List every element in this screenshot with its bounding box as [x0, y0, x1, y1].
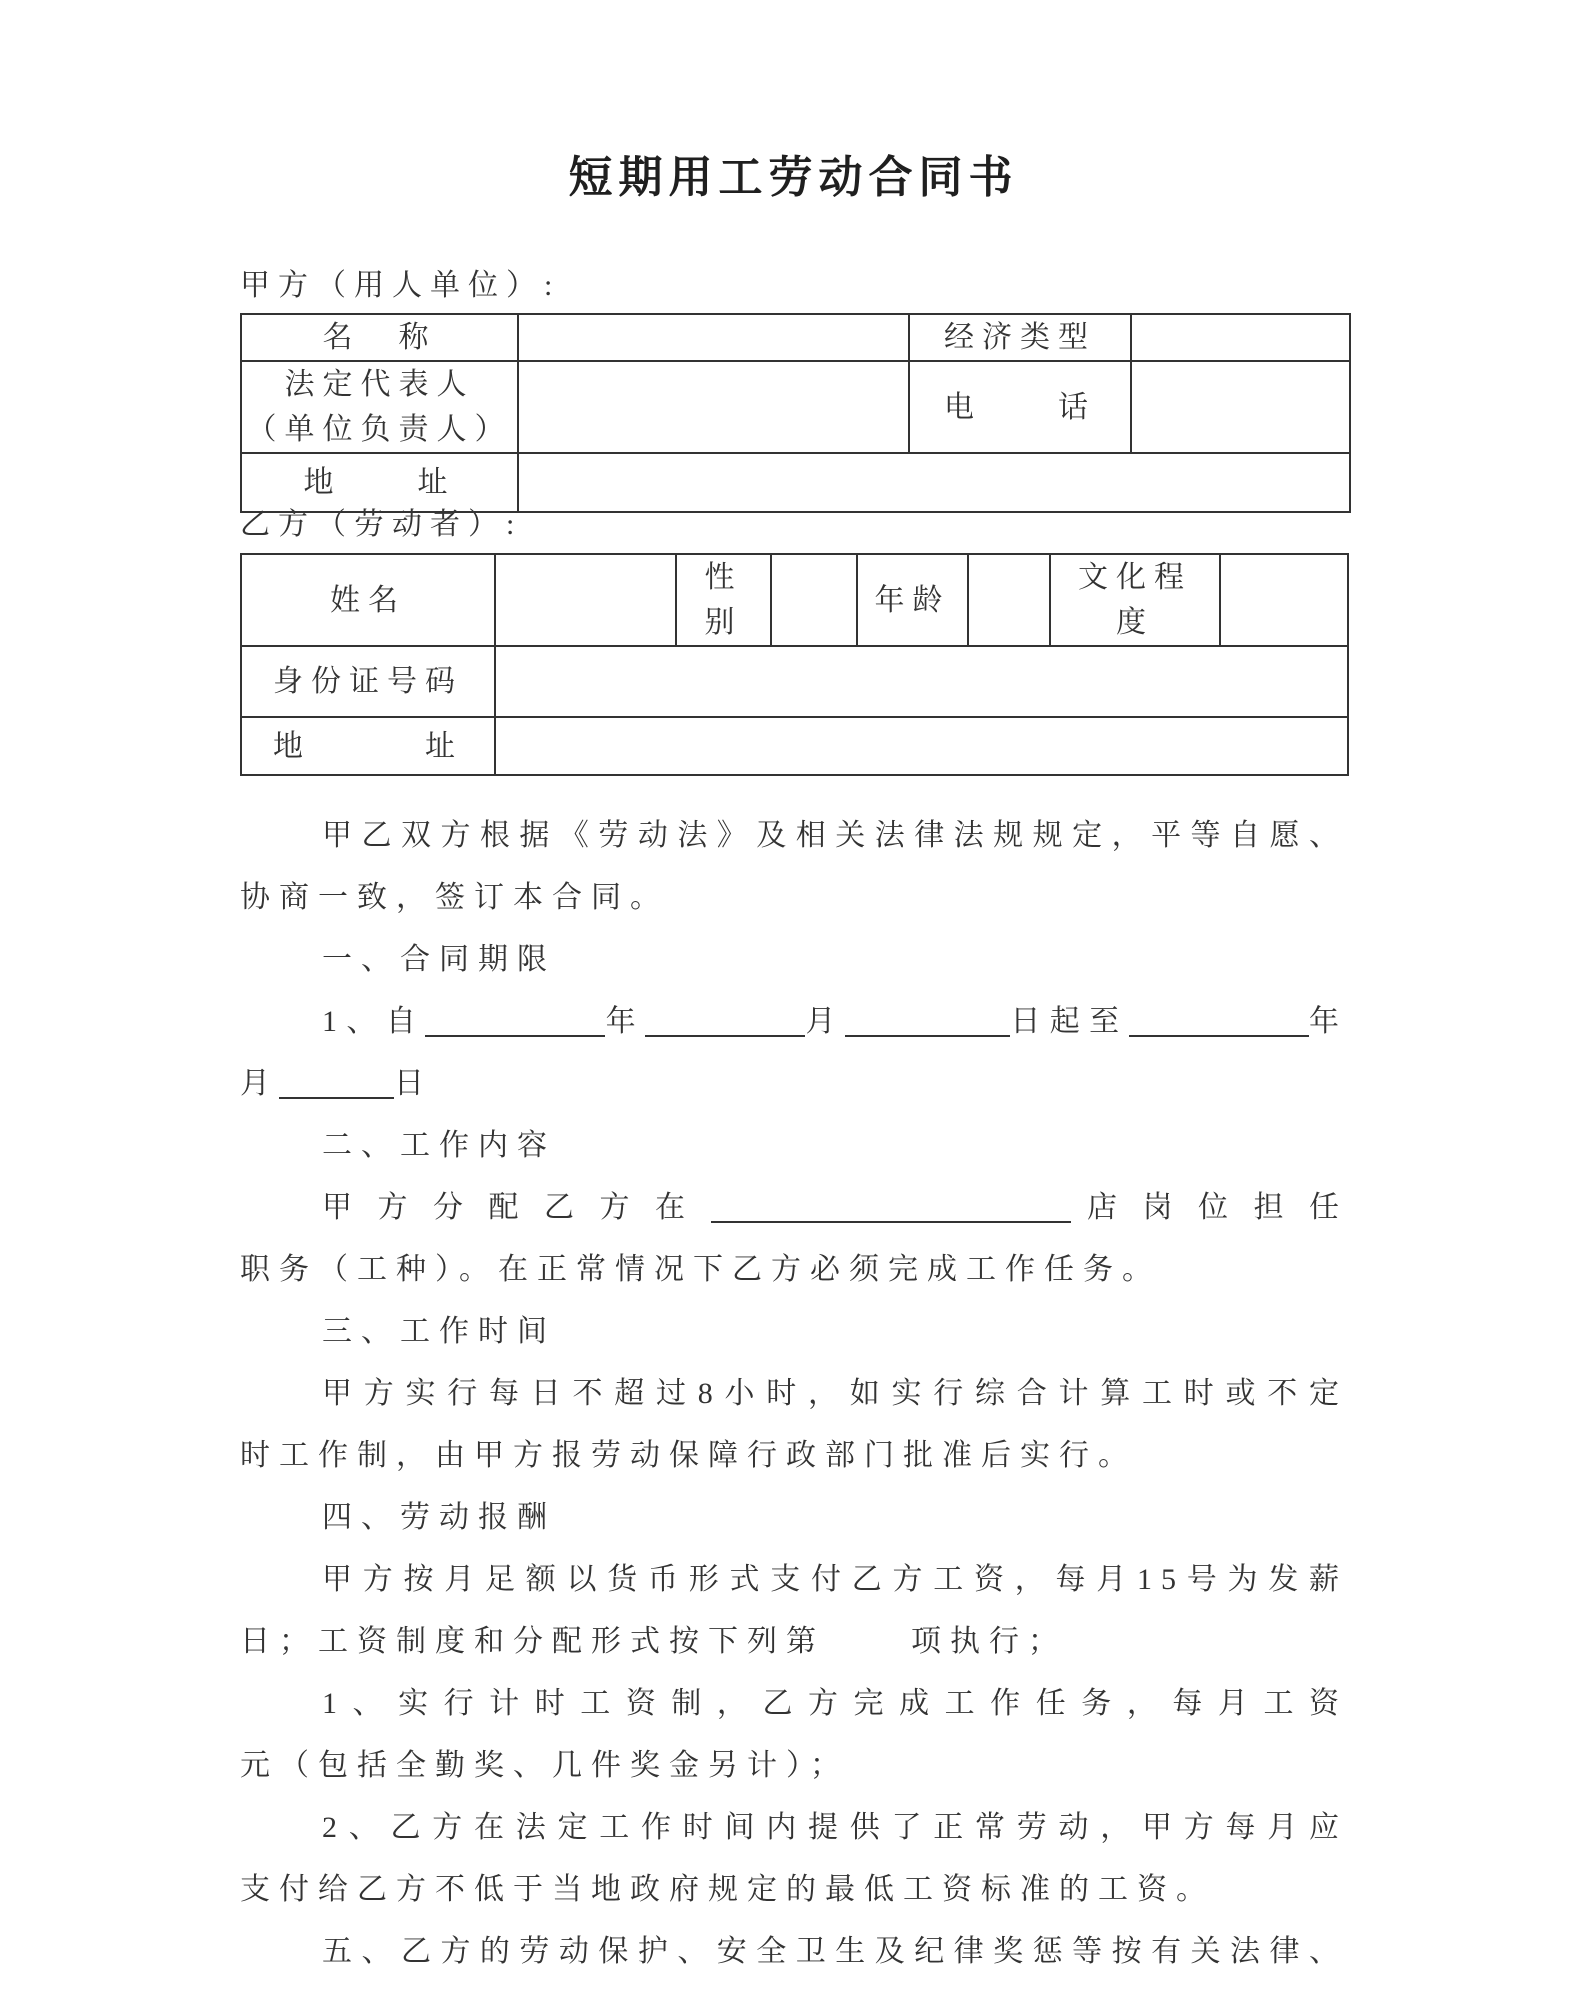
text-segment: 时工作制，由甲方报劳动保障行政部门批准后实行。 — [240, 1439, 1137, 1472]
age-value-cell[interactable] — [968, 554, 1050, 646]
contract-line — [240, 1673, 1348, 1735]
text-segment: 甲乙双方根据《劳动法》及相关法律法规规定，平等自愿、 — [322, 819, 1348, 852]
text-segment: 二、工作内容 — [322, 1129, 556, 1162]
table-row — [241, 314, 1350, 361]
economic-type-value-cell[interactable] — [1131, 314, 1350, 361]
company-name-value-cell[interactable] — [518, 314, 909, 361]
contract-line — [240, 929, 1348, 991]
table-row — [241, 717, 1348, 775]
blank-field[interactable] — [645, 1005, 805, 1037]
contract-line — [240, 867, 1348, 929]
blank-field[interactable] — [1129, 1005, 1309, 1037]
text-segment: 协商一致，签订本合同。 — [240, 881, 669, 914]
text-segment: 一、合同期限 — [322, 943, 556, 976]
economic-type-label: 经济类型 — [909, 314, 1131, 361]
party-b-label: 乙方（劳动者）: — [240, 508, 523, 541]
text-segment: 支付给乙方不低于当地政府规定的最低工资标准的工资。 — [240, 1873, 1215, 1906]
text-segment: 年 — [605, 1005, 646, 1038]
text-segment: 1、实行计时工资制，乙方完成工作任务，每月工资 — [322, 1687, 1348, 1720]
legal-representative-label-line1: 法定代表人 — [284, 368, 475, 401]
company-address-value-cell[interactable] — [518, 453, 1350, 512]
contract-line — [240, 1425, 1348, 1487]
text-segment: 年 — [1308, 1005, 1349, 1038]
education-label — [1050, 554, 1220, 646]
company-address-label: 地 址 — [241, 453, 518, 512]
contract-line — [240, 1735, 1348, 1797]
worker-name-label: 姓名 — [241, 554, 495, 646]
text-segment: 甲方分配乙方在 — [322, 1191, 711, 1224]
contract-line — [240, 1177, 1348, 1239]
contract-line — [240, 1859, 1348, 1921]
contract-line — [240, 1797, 1348, 1859]
party-a-table — [240, 313, 1351, 513]
worker-name-value-cell[interactable] — [495, 554, 676, 646]
text-segment: 元（包括全勤奖、几件奖金另计）； — [240, 1749, 849, 1782]
blank-field[interactable] — [845, 1005, 1010, 1037]
text-segment: 日 — [394, 1067, 433, 1100]
text-segment: 甲方按月足额以货币形式支付乙方工资，每月15号为发薪 — [322, 1563, 1348, 1596]
id-number-label: 身份证号码 — [241, 646, 495, 717]
party-b-table — [240, 553, 1349, 776]
text-segment: 2、乙方在法定工作时间内提供了正常劳动，甲方每月应 — [322, 1811, 1348, 1844]
blank-field[interactable] — [425, 1005, 605, 1037]
legal-representative-label-line2: （单位负责人） — [246, 413, 513, 446]
contract-line — [240, 1921, 1348, 1983]
table-row — [241, 453, 1350, 512]
education-value-cell[interactable] — [1220, 554, 1348, 646]
text-segment: 1、自 — [322, 1005, 426, 1038]
legal-representative-value-cell[interactable] — [518, 361, 909, 453]
age-label: 年龄 — [857, 554, 968, 646]
blank-field[interactable] — [711, 1191, 1071, 1223]
text-segment: 日起至 — [1009, 1005, 1129, 1038]
contract-line — [240, 1115, 1348, 1177]
contract-line — [240, 991, 1348, 1053]
text-segment: 三、工作时间 — [322, 1315, 556, 1348]
contract-line — [240, 1053, 1348, 1115]
table-row — [241, 361, 1350, 453]
table-row — [241, 646, 1348, 717]
phone-label: 电 话 — [909, 361, 1131, 453]
page-title: 短期用工劳动合同书 — [568, 153, 1019, 202]
contract-line — [240, 1301, 1348, 1363]
worker-address-value-cell[interactable] — [495, 717, 1348, 775]
text-segment: 日；工资制度和分配形式按下列第 — [240, 1625, 825, 1658]
text-segment: 职务（工种）。在正常情况下乙方必须完成工作任务。 — [240, 1253, 1161, 1286]
text-segment: 店岗位担任 — [1070, 1191, 1348, 1224]
worker-address-label: 地 址 — [241, 717, 495, 775]
party-a-label: 甲方（用人单位）: — [240, 269, 561, 302]
id-number-value-cell[interactable] — [495, 646, 1348, 717]
gender-label — [676, 554, 771, 646]
legal-representative-label — [241, 361, 518, 453]
contract-line — [240, 1239, 1348, 1301]
education-label-text: 文化程度 — [1078, 561, 1192, 639]
contract-line — [240, 805, 1348, 867]
contract-body — [240, 805, 1348, 1983]
table-row — [241, 554, 1348, 646]
text-segment: 五、乙方的劳动保护、安全卫生及纪律奖惩等按有关法律、 — [322, 1935, 1348, 1968]
gender-value-cell[interactable] — [771, 554, 857, 646]
text-segment: 项执行； — [911, 1625, 1067, 1658]
contract-line — [240, 1549, 1348, 1611]
text-segment: 甲方实行每日不超过8小时，如实行综合计算工时或不定 — [322, 1377, 1348, 1410]
contract-line — [240, 1611, 1348, 1673]
contract-line — [240, 1487, 1348, 1549]
company-name-label: 名 称 — [241, 314, 518, 361]
contract-line — [240, 1363, 1348, 1425]
text-segment: 四、劳动报酬 — [322, 1501, 556, 1534]
phone-value-cell[interactable] — [1131, 361, 1350, 453]
blank-field[interactable] — [279, 1067, 394, 1099]
gender-label-text: 性别 — [704, 561, 743, 639]
text-segment: 月 — [240, 1067, 279, 1100]
text-segment: 月 — [805, 1005, 845, 1038]
